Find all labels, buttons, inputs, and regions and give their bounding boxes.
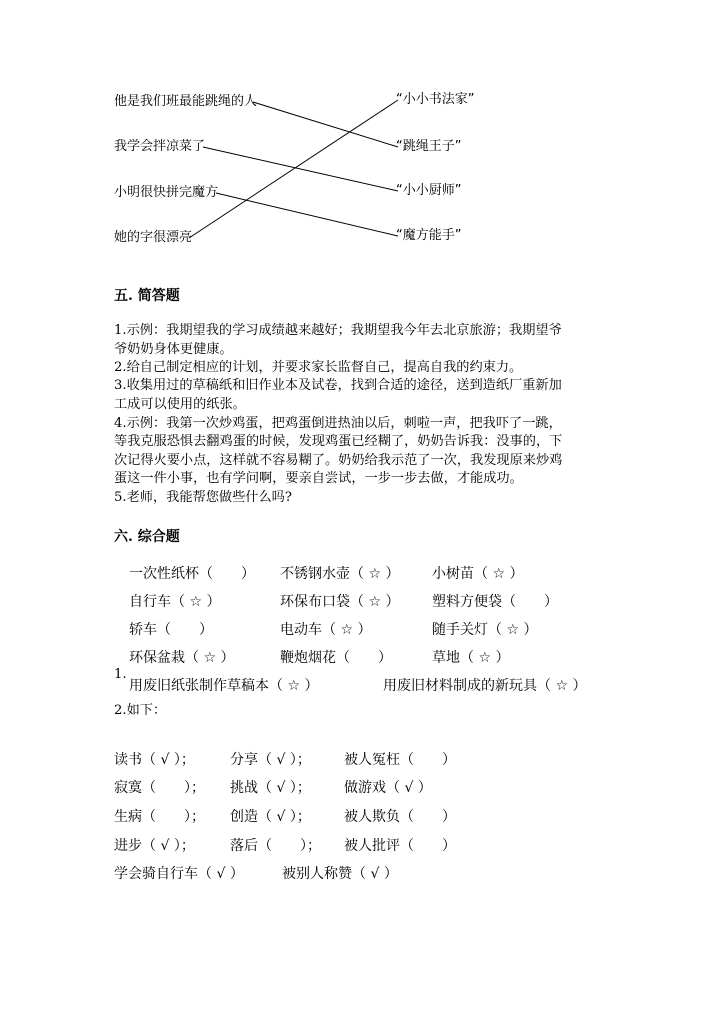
section5-line: 1.示例：我期望我的学习成绩越来越好；我期望我今年去北京旅游；我期望爷 xyxy=(114,323,562,338)
match-right-1: “小小书法家” xyxy=(396,92,475,107)
section5-line: 4.示例：我第一次炒鸡蛋，把鸡蛋倒进热油以后，刺啦一声，把我吓了一跳， xyxy=(114,416,562,431)
match-line-4 xyxy=(189,100,398,238)
match-right-4: “魔方能手” xyxy=(396,228,462,243)
grid-item: 鞭炮烟花（ ） xyxy=(280,650,392,666)
grid-item: 环保盆栽（ ☆ ） xyxy=(129,650,235,666)
q2-item: 做游戏（ √ ） xyxy=(344,780,432,796)
grid-item: 环保布口袋（ ☆ ） xyxy=(280,594,400,610)
grid-item: 自行车（ ☆ ） xyxy=(129,594,221,610)
grid-item-wide: 用废旧材料制成的新玩具（ ☆ ） xyxy=(383,678,587,694)
section5-line: 等我克服恐惧去翻鸡蛋的时候，发现鸡蛋已经糊了，奶奶告诉我：没事的，下 xyxy=(114,434,563,449)
grid-item: 塑料方便袋（ ） xyxy=(432,594,558,610)
q2-item: 读书（ √ ）； xyxy=(114,752,195,768)
grid-item: 小树苗（ ☆ ） xyxy=(432,566,524,582)
q2-item: 寂寞（ ）； xyxy=(114,780,205,796)
q2-item: 分享（ √ ）； xyxy=(230,752,311,768)
grid-item: 随手关灯（ ☆ ） xyxy=(432,622,538,638)
section5-title: 五. 简答题 xyxy=(114,288,180,304)
grid-item: 不锈钢水壶（ ☆ ） xyxy=(280,566,400,582)
match-left-2: 我学会拌凉菜了 xyxy=(114,139,206,154)
q2-item: 被别人称赞（ √ ） xyxy=(282,866,398,882)
section5-line: 蛋这一件小事，也有学问啊，要亲自尝试，一步一步去做，才能成功。 xyxy=(114,471,523,486)
match-line-1 xyxy=(253,102,398,147)
grid-item: 轿车（ ） xyxy=(129,622,213,638)
section5-line: 工成可以使用的纸张。 xyxy=(114,397,246,412)
grid-item: 草地（ ☆ ） xyxy=(432,650,510,666)
grid-item-wide: 用废旧纸张制作草稿本（ ☆ ） xyxy=(129,678,319,694)
section5-line: 爷奶奶身体更健康。 xyxy=(114,342,233,357)
grid-item: 电动车（ ☆ ） xyxy=(280,622,372,638)
match-left-3: 小明很快拼完魔方 xyxy=(114,185,219,200)
q2-item: 进步（ √ ）； xyxy=(114,838,195,854)
match-line-3 xyxy=(216,193,398,236)
section6-title: 六. 综合题 xyxy=(114,529,180,545)
q2-item: 被人冤枉（ ） xyxy=(344,752,456,768)
question-1-label: 1. xyxy=(114,667,127,682)
q2-item: 被人批评（ ） xyxy=(344,838,456,854)
grid-item: 一次性纸杯（ ） xyxy=(129,566,255,582)
q2-item: 学会骑自行车（ √ ） xyxy=(114,866,244,882)
match-right-3: “小小厨师” xyxy=(396,183,462,198)
match-line-2 xyxy=(203,147,398,191)
q2-item: 落后（ ）； xyxy=(230,838,321,854)
q2-item: 挑战（ √ ）； xyxy=(230,780,311,796)
question-2-label: 2.如下： xyxy=(114,703,167,718)
q2-item: 被人欺负（ ） xyxy=(344,809,456,825)
section5-line: 2.给自己制定相应的计划，并要求家长监督自己，提高自我的约束力。 xyxy=(114,360,523,375)
match-left-1: 他是我们班最能跳绳的人 xyxy=(114,94,258,109)
match-right-2: “跳绳王子” xyxy=(396,139,462,154)
section5-line: 次记得火要小点，这样就不容易糊了。奶奶给我示范了一次，我发现原来炒鸡 xyxy=(114,453,563,468)
q2-item: 创造（ √ ）； xyxy=(230,809,311,825)
q2-item: 生病（ ）； xyxy=(114,809,205,825)
section5-line: 5.老师，我能帮您做些什么吗? xyxy=(114,490,292,505)
section5-line: 3.收集用过的草稿纸和旧作业本及试卷，找到合适的途径，送到造纸厂重新加 xyxy=(114,378,562,393)
match-left-4: 她的字很漂亮 xyxy=(114,230,193,245)
matching-lines xyxy=(0,0,720,260)
